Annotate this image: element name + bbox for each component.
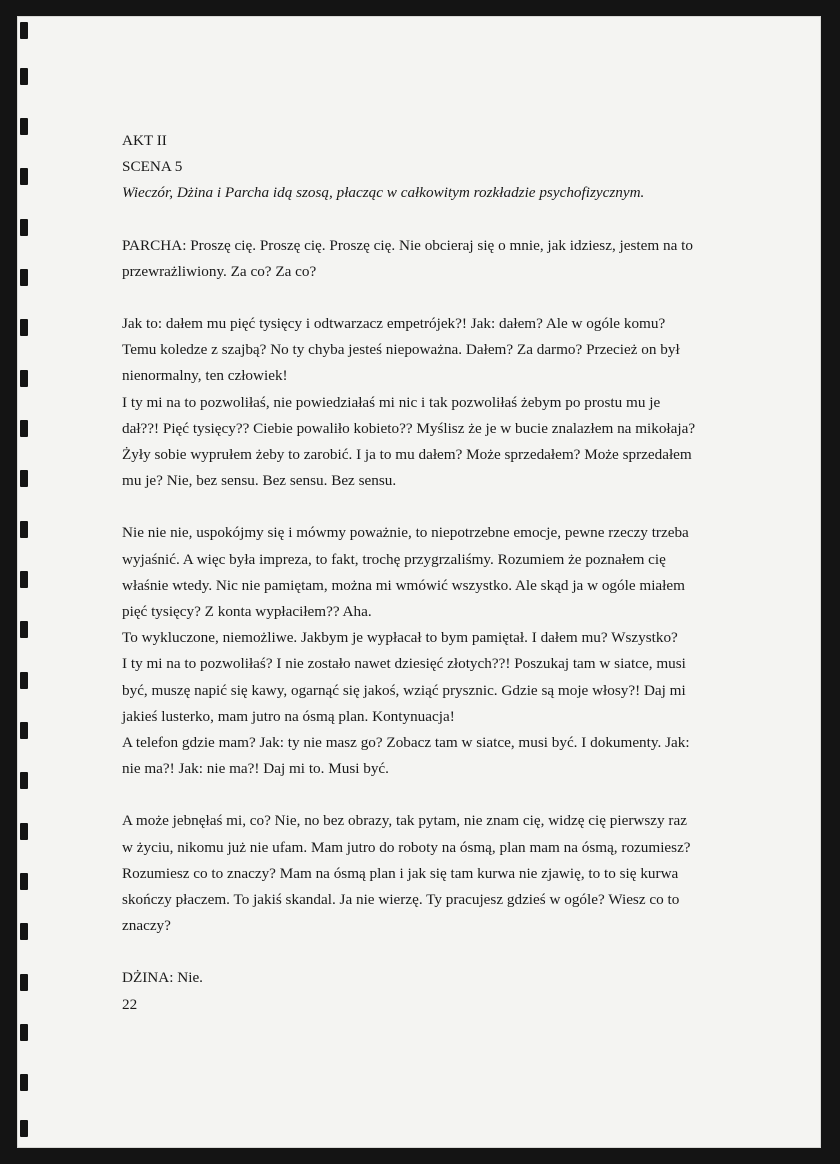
binding-hole — [20, 319, 28, 336]
binding-hole — [20, 420, 28, 437]
binding-hole — [20, 269, 28, 286]
paragraph: Nie nie nie, uspokójmy się i mówmy poważnie, to niepotrzebne emocje, pewne rzeczy trzeba wyjaśnić. A więc była impreza, to fakt, trochę przygrzaliśmy. Rozumiem że poznałem cię właśnie wtedy. Nic nie pamiętam, można mi wmówić wszystko. Ale skąd ja w ogóle miałem pięć tysięcy? Z konta wypłaciłem?? Aha. To wykluczone, niemożliwe. Jakbym je wypłacał to bym pamiętał. I dałem mu? Wszystko? I ty mi na to pozwoliłaś? I nie zostało nawet dziesięć złotych??! Poszukaj tam w siatce, musi być, muszę napić się kawy, ogarnąć się jakoś, wziąć prysznic. Gdzie są moje włosy?! Daj mi jakieś lusterko, mam jutro na ósmą plan. Kontynuacja! A telefon gdzie mam? Jak: ty nie masz go? Zobacz tam w siatce, musi być. I dokumenty. Jak: nie ma?! Jak: nie ma?! Daj mi to. Musi być. — [122, 524, 690, 778]
paragraph: Jak to: dałem mu pięć tysięcy i odtwarzacz empetrójek?! Jak: dałem? Ale w ogóle komu? Temu koledze z szajbą? No ty chyba jesteś niepoważna. Dałem? Za darmo? Przecież on był nienormalny, ten człowiek! I ty mi na to pozwoliłaś, nie powiedziałaś mi nic i tak pozwoliłaś żebym po prostu mu je dał??! Pięć tysięcy?? Ciebie powaliło kobieto?? Myślisz że je w bucie znalazłem na mikołaja? Żyły sobie wyprułem żeby to zarobić. I ja to mu dałem? Może sprzedałem? Może sprzedałem mu je? Nie, bez sensu. Bez sensu. Bez sensu. — [122, 315, 696, 490]
binding-hole — [20, 1120, 28, 1137]
binding-hole — [20, 370, 28, 387]
scene-heading: SCENA 5 — [122, 158, 183, 176]
stage-direction: Wieczór, Dżina i Parcha idą szosą, płacząc w całkowitym rozkładzie psychofizycznym. — [122, 184, 645, 202]
binding-hole — [20, 873, 28, 890]
binding-hole — [20, 1074, 28, 1091]
binding-hole — [20, 621, 28, 638]
document-body — [122, 128, 722, 1018]
binding-holes — [17, 16, 57, 1148]
act-heading: AKT II — [122, 132, 167, 149]
binding-hole — [20, 772, 28, 789]
binding-hole — [20, 470, 28, 487]
binding-hole — [20, 68, 28, 85]
page-number: 22 — [122, 995, 138, 1013]
binding-hole — [20, 118, 28, 135]
paragraph: DŻINA: Nie. — [122, 969, 203, 987]
binding-hole — [20, 722, 28, 739]
binding-hole — [20, 974, 28, 991]
binding-hole — [20, 823, 28, 840]
binding-hole — [20, 168, 28, 185]
binding-hole — [20, 22, 28, 39]
binding-hole — [20, 672, 28, 689]
binding-hole — [20, 571, 28, 588]
binding-hole — [20, 1024, 28, 1041]
binding-hole — [20, 923, 28, 940]
paragraph: A może jebnęłaś mi, co? Nie, no bez obrazy, tak pytam, nie znam cię, widzę cię pierwszy raz w życiu, nikomu już nie ufam. Mam jutro do roboty na ósmą, plan mam na ósmą, rozumiesz? Rozumiesz co to znaczy? Mam na ósmą plan i jak się tam kurwa nie zjawię, to to się kurwa skończy płaczem. To jakiś skandal. Ja nie wierzę. Ty pracujesz gdzieś w ogóle? Wiesz co to znaczy? — [122, 812, 691, 935]
binding-hole — [20, 521, 28, 538]
binding-hole — [20, 219, 28, 236]
paper-page — [17, 16, 821, 1148]
paragraph: PARCHA: Proszę cię. Proszę cię. Proszę cię. Nie obcieraj się o mnie, jak idziesz, jestem na to przewrażliwiony. Za co? Za co? — [122, 236, 693, 280]
